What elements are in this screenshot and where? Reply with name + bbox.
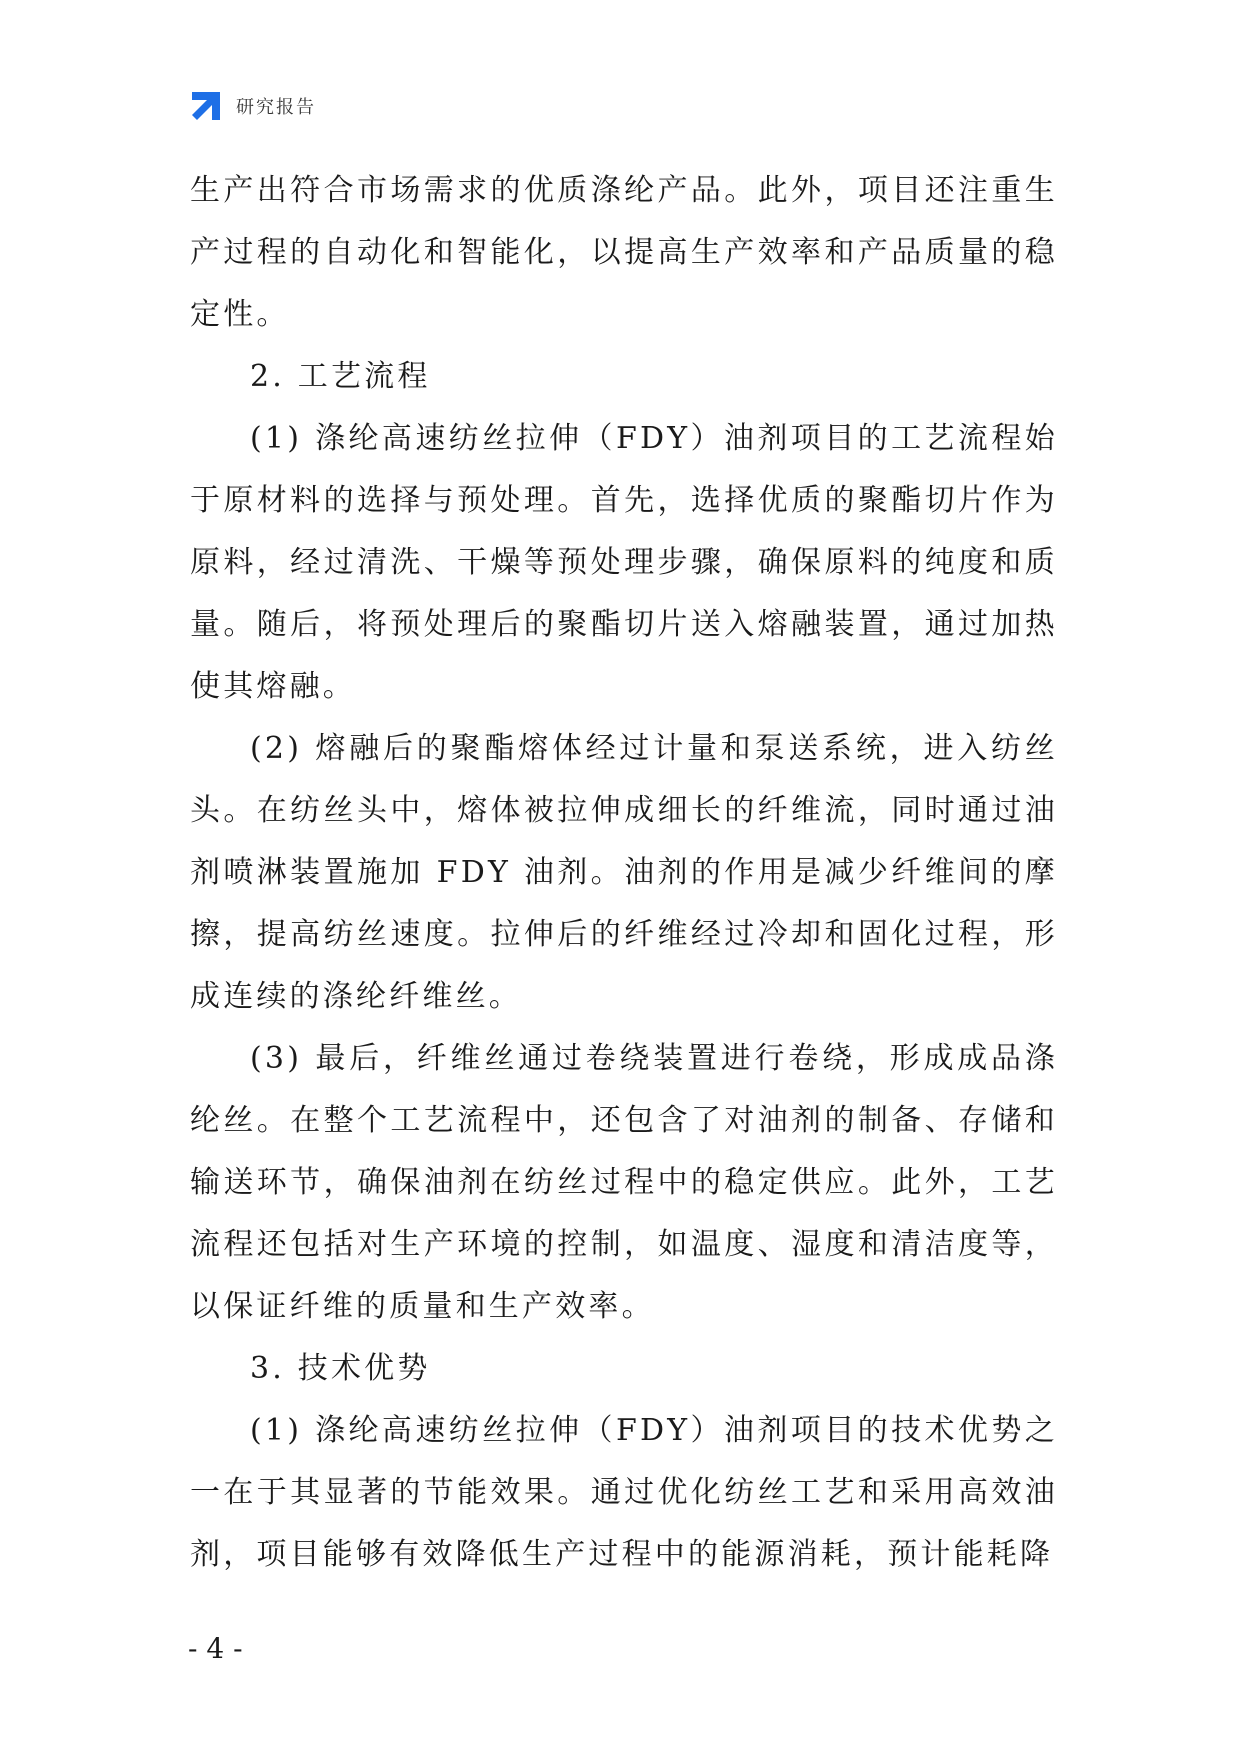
section-heading-advantages: 3. 技术优势 [250, 1351, 431, 1386]
page-number: - 4 - [188, 1632, 243, 1665]
report-header [188, 88, 316, 124]
arrow-up-right-icon [188, 88, 224, 124]
paragraph-process-2: (2) 熔融后的聚酯熔体经过计量和泵送系统，进入纺丝头。在纺丝头中，熔体被拉伸成细长的纤维流，同时通过油剂喷淋装置施加 FDY 油剂。油剂的作用是减少纤维间的摩擦，提高纺丝速度。拉伸后的纤维经过冷却和固化过程，形成连续的涤纶纤维丝。 [190, 731, 1058, 1014]
paragraph-process-3: (3) 最后，纤维丝通过卷绕装置进行卷绕，形成成品涤纶丝。在整个工艺流程中，还包含了对油剂的制备、存储和输送环节，确保油剂在纺丝过程中的稳定供应。此外，工艺流程还包括对生产环境的控制，如温度、湿度和清洁度等，以保证纤维的质量和生产效率。 [190, 1041, 1058, 1324]
section-heading-process: 2. 工艺流程 [250, 359, 431, 394]
paragraph-advantages-1: (1) 涤纶高速纺丝拉伸（FDY）油剂项目的技术优势之一在于其显著的节能效果。通过优化纺丝工艺和采用高效油剂，项目能够有效降低生产过程中的能源消耗，预计能耗降 [190, 1413, 1058, 1572]
paragraph-process-1: (1) 涤纶高速纺丝拉伸（FDY）油剂项目的工艺流程始于原材料的选择与预处理。首先，选择优质的聚酯切片作为原料，经过清洗、干燥等预处理步骤，确保原料的纯度和质量。随后，将预处理后的聚酯切片送入熔融装置，通过加热使其熔融。 [190, 421, 1058, 704]
paragraph-continuation: 生产出符合市场需求的优质涤纶产品。此外，项目还注重生产过程的自动化和智能化，以提高生产效率和产品质量的稳定性。 [190, 173, 1058, 332]
header-title: 研究报告 [236, 97, 316, 118]
document-body [190, 160, 1058, 1586]
